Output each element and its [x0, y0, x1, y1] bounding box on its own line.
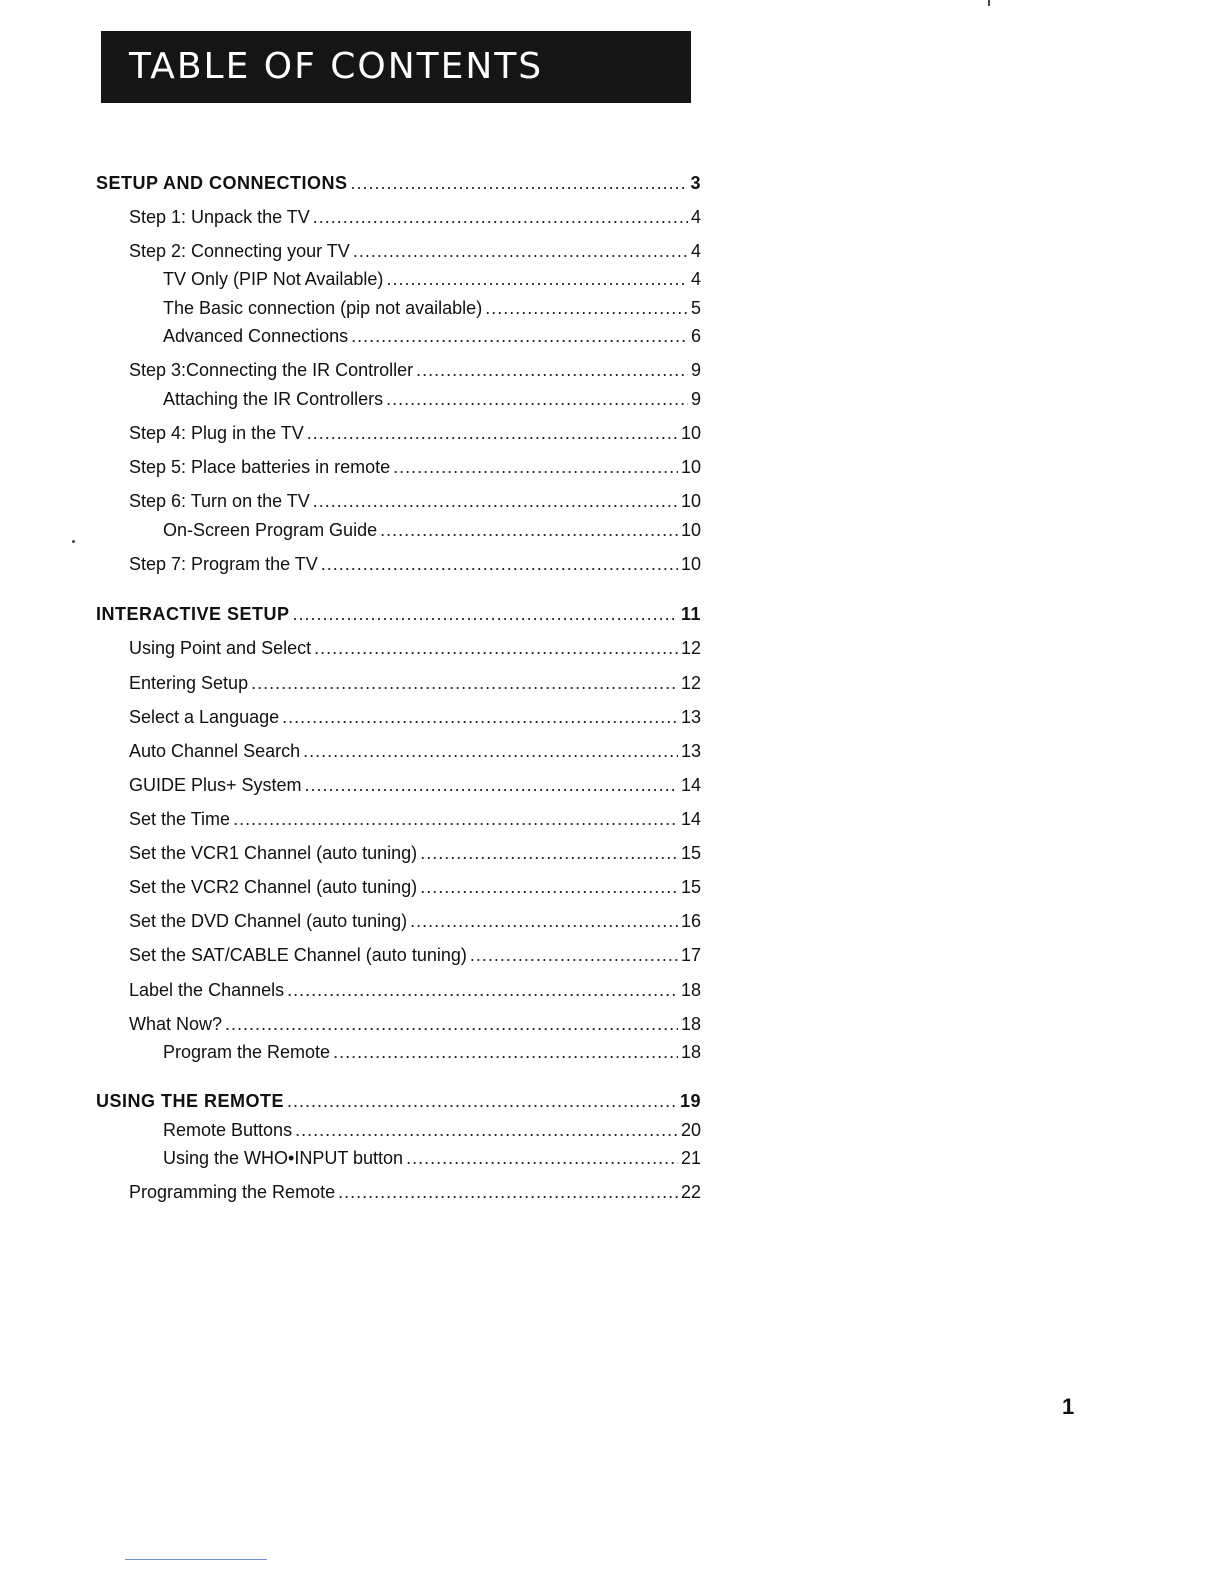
- leader-dots: [313, 488, 678, 514]
- toc-subentry[interactable]: [0, 1039, 701, 1065]
- toc-subentry[interactable]: [0, 295, 701, 321]
- toc-entry-label: Programming the Remote: [129, 1182, 336, 1202]
- toc-entry-label: Step 5: Place batteries in remote: [129, 457, 391, 477]
- leader-dots: [393, 454, 678, 480]
- leader-dots: [333, 1039, 678, 1065]
- toc-entry-page: 10: [680, 554, 701, 574]
- toc-entry-label: TV Only (PIP Not Available): [163, 269, 384, 289]
- leader-dots: [410, 908, 678, 934]
- toc-entry[interactable]: [0, 704, 701, 730]
- toc-entry-page: 12: [680, 673, 701, 693]
- leader-dots: [386, 386, 688, 412]
- toc-entry-page: 17: [680, 945, 701, 965]
- leader-dots: [416, 357, 688, 383]
- toc-entry-page: 9: [690, 389, 701, 409]
- toc-entry-page: 4: [690, 241, 701, 261]
- leader-dots: [287, 1088, 677, 1114]
- toc-entry-label: INTERACTIVE SETUP: [96, 604, 290, 624]
- toc-entry-label: Select a Language: [129, 707, 280, 727]
- toc-entry-label: Attaching the IR Controllers: [163, 389, 384, 409]
- leader-dots: [386, 266, 688, 292]
- leader-dots: [225, 1011, 678, 1037]
- toc-entry-label: Remote Buttons: [163, 1120, 293, 1140]
- leader-dots: [353, 238, 688, 264]
- toc-section-setup-and-connections[interactable]: [0, 170, 701, 196]
- leader-dots: [470, 942, 678, 968]
- toc-entry-page: 18: [680, 1042, 701, 1062]
- toc-entry-page: 10: [680, 457, 701, 477]
- toc-entry[interactable]: [0, 806, 701, 832]
- toc-entry-page: 9: [690, 360, 701, 380]
- scan-speck: [72, 540, 75, 543]
- toc-entry-page: 11: [680, 604, 701, 624]
- leader-dots: [338, 1179, 678, 1205]
- toc-subentry[interactable]: [0, 517, 701, 543]
- leader-dots: [420, 874, 678, 900]
- toc-entry-label: Step 7: Program the TV: [129, 554, 318, 574]
- leader-dots: [420, 840, 678, 866]
- toc-entry-page: 20: [680, 1120, 701, 1140]
- toc-entry[interactable]: [0, 357, 701, 383]
- toc-entry[interactable]: [0, 670, 701, 696]
- leader-dots: [293, 601, 678, 627]
- leader-dots: [351, 323, 688, 349]
- toc-entry-page: 4: [690, 269, 701, 289]
- toc-entry-label: Step 6: Turn on the TV: [129, 491, 310, 511]
- toc-subentry[interactable]: [0, 266, 701, 292]
- toc-entry-label: What Now?: [129, 1014, 223, 1034]
- toc-entry-page: 15: [680, 843, 701, 863]
- toc-entry-label: Set the Time: [129, 809, 231, 829]
- toc-entry-label: Set the VCR2 Channel (auto tuning): [129, 877, 418, 897]
- toc-entry-page: 10: [680, 423, 701, 443]
- toc-entry[interactable]: [0, 204, 701, 230]
- toc-entry-label: Set the DVD Channel (auto tuning): [129, 911, 408, 931]
- toc-entry-label: Program the Remote: [163, 1042, 331, 1062]
- leader-dots: [307, 420, 678, 446]
- toc-entry-page: 18: [680, 1014, 701, 1034]
- toc-entry-page: 12: [680, 638, 701, 658]
- toc-subentry[interactable]: [0, 323, 701, 349]
- toc-section-using-the-remote[interactable]: [0, 1088, 701, 1114]
- toc-entry[interactable]: [0, 840, 701, 866]
- toc-entry-page: 19: [679, 1091, 701, 1111]
- toc-entry[interactable]: [0, 551, 701, 577]
- leader-dots: [314, 635, 678, 661]
- toc-entry-page: 21: [680, 1148, 701, 1168]
- toc-entry[interactable]: [0, 454, 701, 480]
- toc-entry-page: 14: [680, 775, 701, 795]
- page-number: 1: [1062, 1394, 1075, 1419]
- page-title: TABLE OF CONTENTS: [101, 31, 691, 103]
- toc-entry-page: 10: [680, 520, 701, 540]
- toc-entry-page: 10: [680, 491, 701, 511]
- toc-entry[interactable]: [0, 488, 701, 514]
- toc-entry-page: 18: [680, 980, 701, 1000]
- leader-dots: [282, 704, 678, 730]
- toc-entry-label: Using Point and Select: [129, 638, 312, 658]
- toc-entry-label: Auto Channel Search: [129, 741, 301, 761]
- toc-entry-label: Step 2: Connecting your TV: [129, 241, 350, 261]
- toc-entry[interactable]: [0, 942, 701, 968]
- toc-entry-label: USING THE REMOTE: [96, 1091, 285, 1111]
- toc-entry[interactable]: [0, 420, 701, 446]
- toc-entry-label: Step 4: Plug in the TV: [129, 423, 304, 443]
- toc-entry[interactable]: [0, 874, 701, 900]
- scan-mark: [988, 0, 990, 6]
- toc-entry-label: On-Screen Program Guide: [163, 520, 378, 540]
- leader-dots: [321, 551, 678, 577]
- toc-entry-label: Step 1: Unpack the TV: [129, 207, 310, 227]
- toc-entry-label: Set the SAT/CABLE Channel (auto tuning): [129, 945, 467, 965]
- footer-rule: [125, 1559, 267, 1560]
- leader-dots: [287, 977, 678, 1003]
- toc-entry-label: The Basic connection (pip not available): [163, 298, 483, 318]
- toc-entry[interactable]: [0, 1179, 701, 1205]
- toc-entry[interactable]: [0, 635, 701, 661]
- toc-entry-label: SETUP AND CONNECTIONS: [96, 173, 348, 193]
- toc-entry[interactable]: [0, 1011, 701, 1037]
- toc-entry-label: Advanced Connections: [163, 326, 349, 346]
- toc-entry-page: 14: [680, 809, 701, 829]
- toc-entry-page: 16: [680, 911, 701, 931]
- leader-dots: [303, 738, 678, 764]
- toc-entry[interactable]: [0, 977, 701, 1003]
- leader-dots: [251, 670, 678, 696]
- leader-dots: [313, 204, 688, 230]
- toc-entry-label: Step 3:Connecting the IR Controller: [129, 360, 414, 380]
- toc-section-interactive-setup[interactable]: [0, 601, 701, 627]
- toc-entry-label: Label the Channels: [129, 980, 285, 1000]
- leader-dots: [305, 772, 678, 798]
- leader-dots: [406, 1145, 678, 1171]
- toc-entry-label: Entering Setup: [129, 673, 249, 693]
- toc-entry[interactable]: [0, 772, 701, 798]
- toc-entry[interactable]: [0, 908, 701, 934]
- toc-subentry[interactable]: [0, 1117, 701, 1143]
- leader-dots: [233, 806, 678, 832]
- toc-entry-page: 5: [690, 298, 701, 318]
- toc-entry-page: 22: [680, 1182, 701, 1202]
- leader-dots: [380, 517, 678, 543]
- toc-entry-label: Using the WHO•INPUT button: [163, 1148, 404, 1168]
- toc-entry[interactable]: [0, 738, 701, 764]
- toc-subentry[interactable]: [0, 386, 701, 412]
- toc-entry-page: 13: [680, 741, 701, 761]
- toc-subentry[interactable]: [0, 1145, 701, 1171]
- toc-entry-page: 3: [690, 173, 701, 193]
- toc-entry-label: GUIDE Plus+ System: [129, 775, 302, 795]
- toc-entry-page: 4: [690, 207, 701, 227]
- leader-dots: [295, 1117, 678, 1143]
- leader-dots: [351, 170, 688, 196]
- toc-entry[interactable]: [0, 238, 701, 264]
- toc-entry-page: 15: [680, 877, 701, 897]
- toc-entry-page: 13: [680, 707, 701, 727]
- toc-entry-label: Set the VCR1 Channel (auto tuning): [129, 843, 418, 863]
- toc-entry-page: 6: [690, 326, 701, 346]
- leader-dots: [485, 295, 688, 321]
